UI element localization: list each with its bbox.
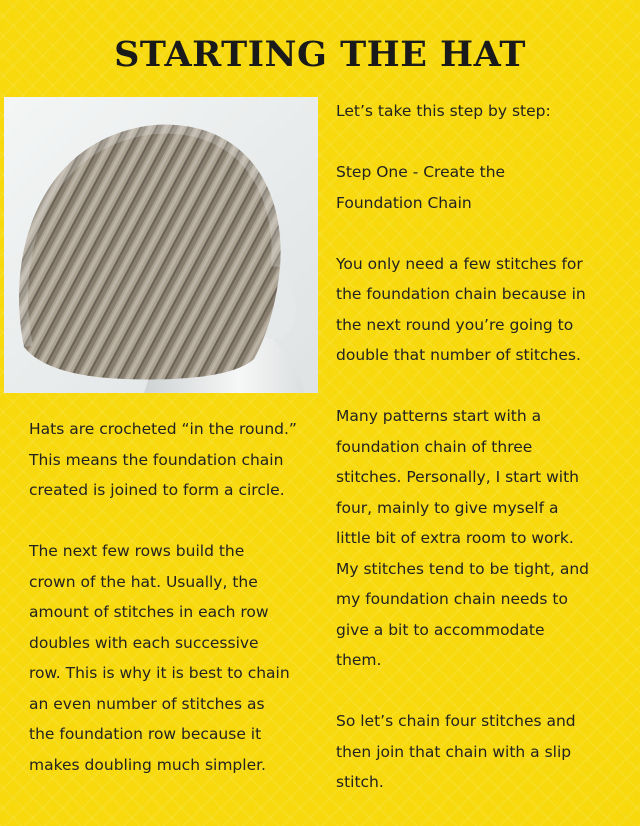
paragraph-line: the next round you’re going to	[336, 315, 574, 334]
paragraph-line: makes doubling much simpler.	[29, 755, 266, 774]
step-heading-line-2: Foundation Chain	[336, 193, 472, 212]
paragraph-line: stitches. Personally, I start with	[336, 468, 579, 486]
paragraph-line: doubles with each successive	[29, 633, 259, 652]
paragraph-line: Many patterns start with a	[336, 407, 542, 425]
right-column	[336, 96, 636, 798]
paragraph-line: So let’s chain four stitches and	[336, 712, 576, 730]
paragraph-line: stitch.	[336, 773, 384, 791]
paragraph-line: You only need a few stitches for	[336, 254, 583, 273]
paragraph-line: them.	[336, 651, 382, 669]
paragraph-line: The next few rows build the	[29, 542, 245, 560]
paragraph-line: the foundation chain because in	[336, 285, 586, 303]
page-title: STARTING THE HAT	[114, 34, 526, 75]
paragraph-line: crown of the hat. Usually, the	[29, 572, 258, 591]
paragraph-line: my foundation chain needs to	[336, 590, 568, 608]
paragraph-line: Hats are crocheted “in the round.”	[29, 420, 297, 438]
paragraph-line: little bit of extra room to work.	[336, 529, 574, 547]
paragraph-line: an even number of stitches as	[29, 694, 265, 713]
paragraph-line: double that number of stitches.	[336, 346, 581, 364]
paragraph-line: row. This is why it is best to chain	[29, 664, 290, 682]
paragraph-line: My stitches tend to be tight, and	[336, 559, 590, 578]
paragraph-line: amount of stitches in each row	[29, 603, 269, 621]
paragraph-line: This means the foundation chain	[29, 450, 284, 469]
paragraph-line: then join that chain with a slip	[336, 742, 572, 761]
paragraph-line: foundation chain of three	[336, 437, 533, 456]
paragraph-line: give a bit to accommodate	[336, 620, 545, 639]
step-heading-line-1: Step One - Create the	[336, 163, 506, 181]
left-column	[29, 414, 329, 780]
paragraph-line: created is joined to form a circle.	[29, 481, 285, 499]
intro-text: Let’s take this step by step:	[336, 102, 551, 120]
crochet-hat-icon	[4, 97, 318, 393]
paragraph-line: the foundation row because it	[29, 725, 262, 743]
paragraph-line: four, mainly to give myself a	[336, 498, 559, 517]
crochet-hat-photo	[4, 97, 318, 393]
